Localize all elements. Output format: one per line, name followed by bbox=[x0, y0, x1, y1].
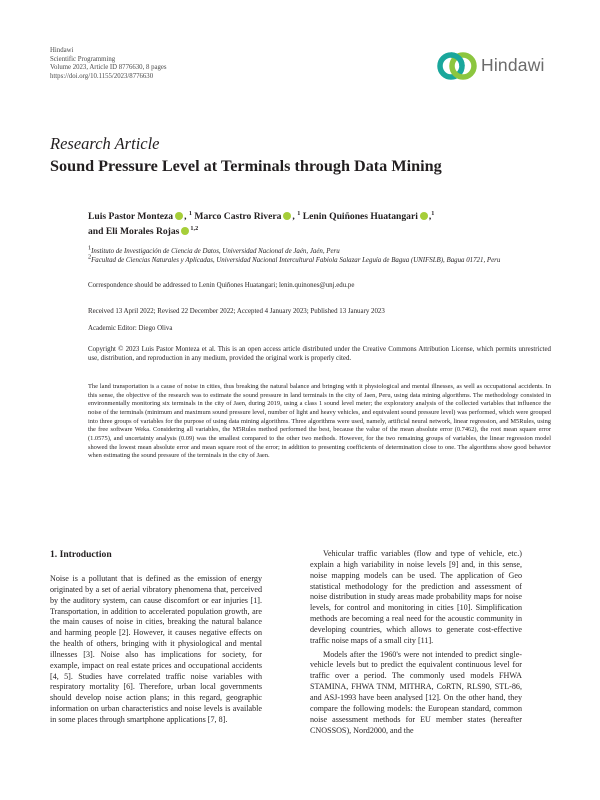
paragraph: Vehicular traffic variables (flow and type of vehicle, etc.) explain a high variability in noise levels [9] and, in this sense, noise mapping models can be used. The application of Geo statistical methodology for the prediction and assessment of noise distribution in study areas made probability maps for noise levels, for control and monitoring in cities [10]. Simplification methods are becoming a real need for the acoustic community in developing countries, which allows to generate cost-effective traffic noise maps of a small city [11]. bbox=[310, 549, 522, 645]
affiliation-text: Facultad de Ciencias Naturales y Aplicadas, Universidad Nacional Intercultural Fabiola Salazar Leguía de Bagua (UNIFSLB), Bagua 01721, Peru bbox=[91, 257, 501, 265]
doi-link[interactable]: https://doi.org/10.1155/2023/8776630 bbox=[50, 72, 154, 80]
author-name: Luis Pastor Monteza bbox=[88, 211, 174, 222]
hindawi-logo bbox=[437, 46, 555, 86]
copyright-notice: Copyright © 2023 Luis Pastor Monteza et al. This is an open access article distributed under the Creative Commons Attribution License, which permits unrestricted use, distribution, and reproduction in any medium, provided the original work is properly cited. bbox=[88, 346, 551, 363]
orcid-icon[interactable] bbox=[181, 227, 189, 235]
affiliation: 2Facultad de Ciencias Naturales y Aplicadas, Universidad Nacional Intercultural Fabiola Salazar Leguía de Bagua (UNIFSLB), Bagua 01721, Peru bbox=[88, 254, 501, 265]
affiliations bbox=[88, 244, 558, 266]
author-list bbox=[88, 209, 558, 239]
journal-name: Scientific Programming bbox=[50, 55, 116, 63]
orcid-icon[interactable] bbox=[420, 212, 428, 220]
author-name: and Eli Morales Rojas bbox=[88, 226, 180, 237]
body-column-right bbox=[310, 549, 522, 736]
author[interactable]: Lenin Quiñones Huatangari ,$^1$ bbox=[302, 209, 435, 222]
author-name: Marco Castro Rivera bbox=[194, 211, 282, 222]
article-title: Sound Pressure Level at Terminals through Data Mining bbox=[50, 157, 442, 175]
article-type: Research Article bbox=[50, 134, 160, 153]
affiliation: 1Instituto de Investigación de Ciencia de Datos, Universidad Nacional de Jaén, Jaén, Peru bbox=[88, 244, 340, 255]
hindawi-logo-icon bbox=[437, 48, 477, 84]
publisher-name: Hindawi bbox=[50, 47, 74, 54]
author-name: Lenin Quiñones Huatangari bbox=[302, 211, 418, 222]
orcid-icon[interactable] bbox=[283, 212, 291, 220]
journal-masthead bbox=[50, 47, 167, 81]
affiliation-ref: 1 bbox=[431, 209, 435, 217]
hindawi-logo-text: Hindawi bbox=[481, 55, 545, 75]
correspondence: Correspondence should be addressed to Lenin Quiñones Huatangari; lenin.quinones@unj.edu.pe bbox=[88, 282, 355, 289]
paragraph: Noise is a pollutant that is defined as the emission of energy originated by a set of aerial vibratory phenomena that, perceived by the auditory system, can cause discomfort or ear injuries [1]. Transportation, in addition to accelerated population growth, are the main causes of noise in cities, breaking the natural balance and harming people [2]. However, it causes negative effects on the health of others, bringing with it physiological and mental illnesses [3]. Noise also has implications for society, for example, impact on real estate prices and occupational accidents [4, 5]. Studies have correlated traffic noise variables with respiratory mortality [6]. Therefore, urban local governments should develop noise action plans; in this regard, geographic information on urban characteristics and noise levels is available in some places through smartphone applications [7, 8]. bbox=[50, 574, 262, 724]
author[interactable]: Luis Pastor Monteza , $^1$ bbox=[88, 209, 192, 222]
author[interactable]: Marco Castro Rivera , $^1$ bbox=[194, 209, 301, 222]
body-column-left bbox=[50, 574, 262, 726]
affiliation-ref: 1 bbox=[297, 209, 301, 217]
academic-editor: Academic Editor: Diego Oliva bbox=[88, 325, 173, 332]
section-heading: 1. Introduction bbox=[50, 549, 112, 560]
abstract: The land transportation is a cause of noise in cities, thus breaking the natural balance and bringing with it physiological and mental illnesses, as well as occupational accidents. In this sense, the objective of the research was to estimate the sound pressure in land terminals in the city of Jaen, Peru, using data mining algorithms. The methodology consisted in environmentally monitoring six terminals in the city of Jaen, during 2019, using a class 1 sound level meter; the exploratory analysis of the collected variables that influence the noise of the terminals (minimum and maximum sound pressure level, number of light and heavy vehicles, and equivalent sound pressure level) was performed, which were grouped into three groups of variables for the purpose of using data mining algorithms. Three algorithms were used, namely, artificial neural network, linear regression, and M5Rules, using the free software Weka. Considering all variables, the M5Rules method performed the best, because the value of the mean absolute error (0.7462), the root mean square error (1.0575), and uncertainty analysis (0.09) was the smallest compared to the other two methods. However, for the two remaining groups of variables, the linear regression model showed the lowest mean absolute error and mean square root of the error; in addition to presenting coefficients of determination close to one. The algorithms show good behavior when estimating the sound pressure of the terminals in the city of Jaen. bbox=[88, 383, 551, 460]
affiliation-ref: 1 bbox=[188, 209, 192, 217]
orcid-icon[interactable] bbox=[175, 212, 183, 220]
affiliation-ref: 1,2 bbox=[190, 224, 199, 232]
paragraph: Models after the 1960's were not intended to predict single-vehicle levels but to predict the equivalent continuous level for traffic over a period. The commonly used models FHWA STAMINA, FHWA TNM, MITHRA, CoRTN, RLS90, STL-86, and ASJ-1993 have been analysed [12]. On the other hand, they compare the following models: the European standard, common noise assessment methods for EU member states (hereafter CNOSSOS), Nord2000, and the bbox=[310, 649, 522, 735]
author[interactable] bbox=[88, 226, 198, 237]
publication-dates: Received 13 April 2022; Revised 22 December 2022; Accepted 4 January 2023; Published 13 January 2023 bbox=[88, 308, 385, 315]
volume-info: Volume 2023, Article ID 8776630, 8 pages bbox=[50, 64, 167, 72]
affiliation-text: Instituto de Investigación de Ciencia de Datos, Universidad Nacional de Jaén, Jaén, Peru bbox=[91, 248, 340, 255]
